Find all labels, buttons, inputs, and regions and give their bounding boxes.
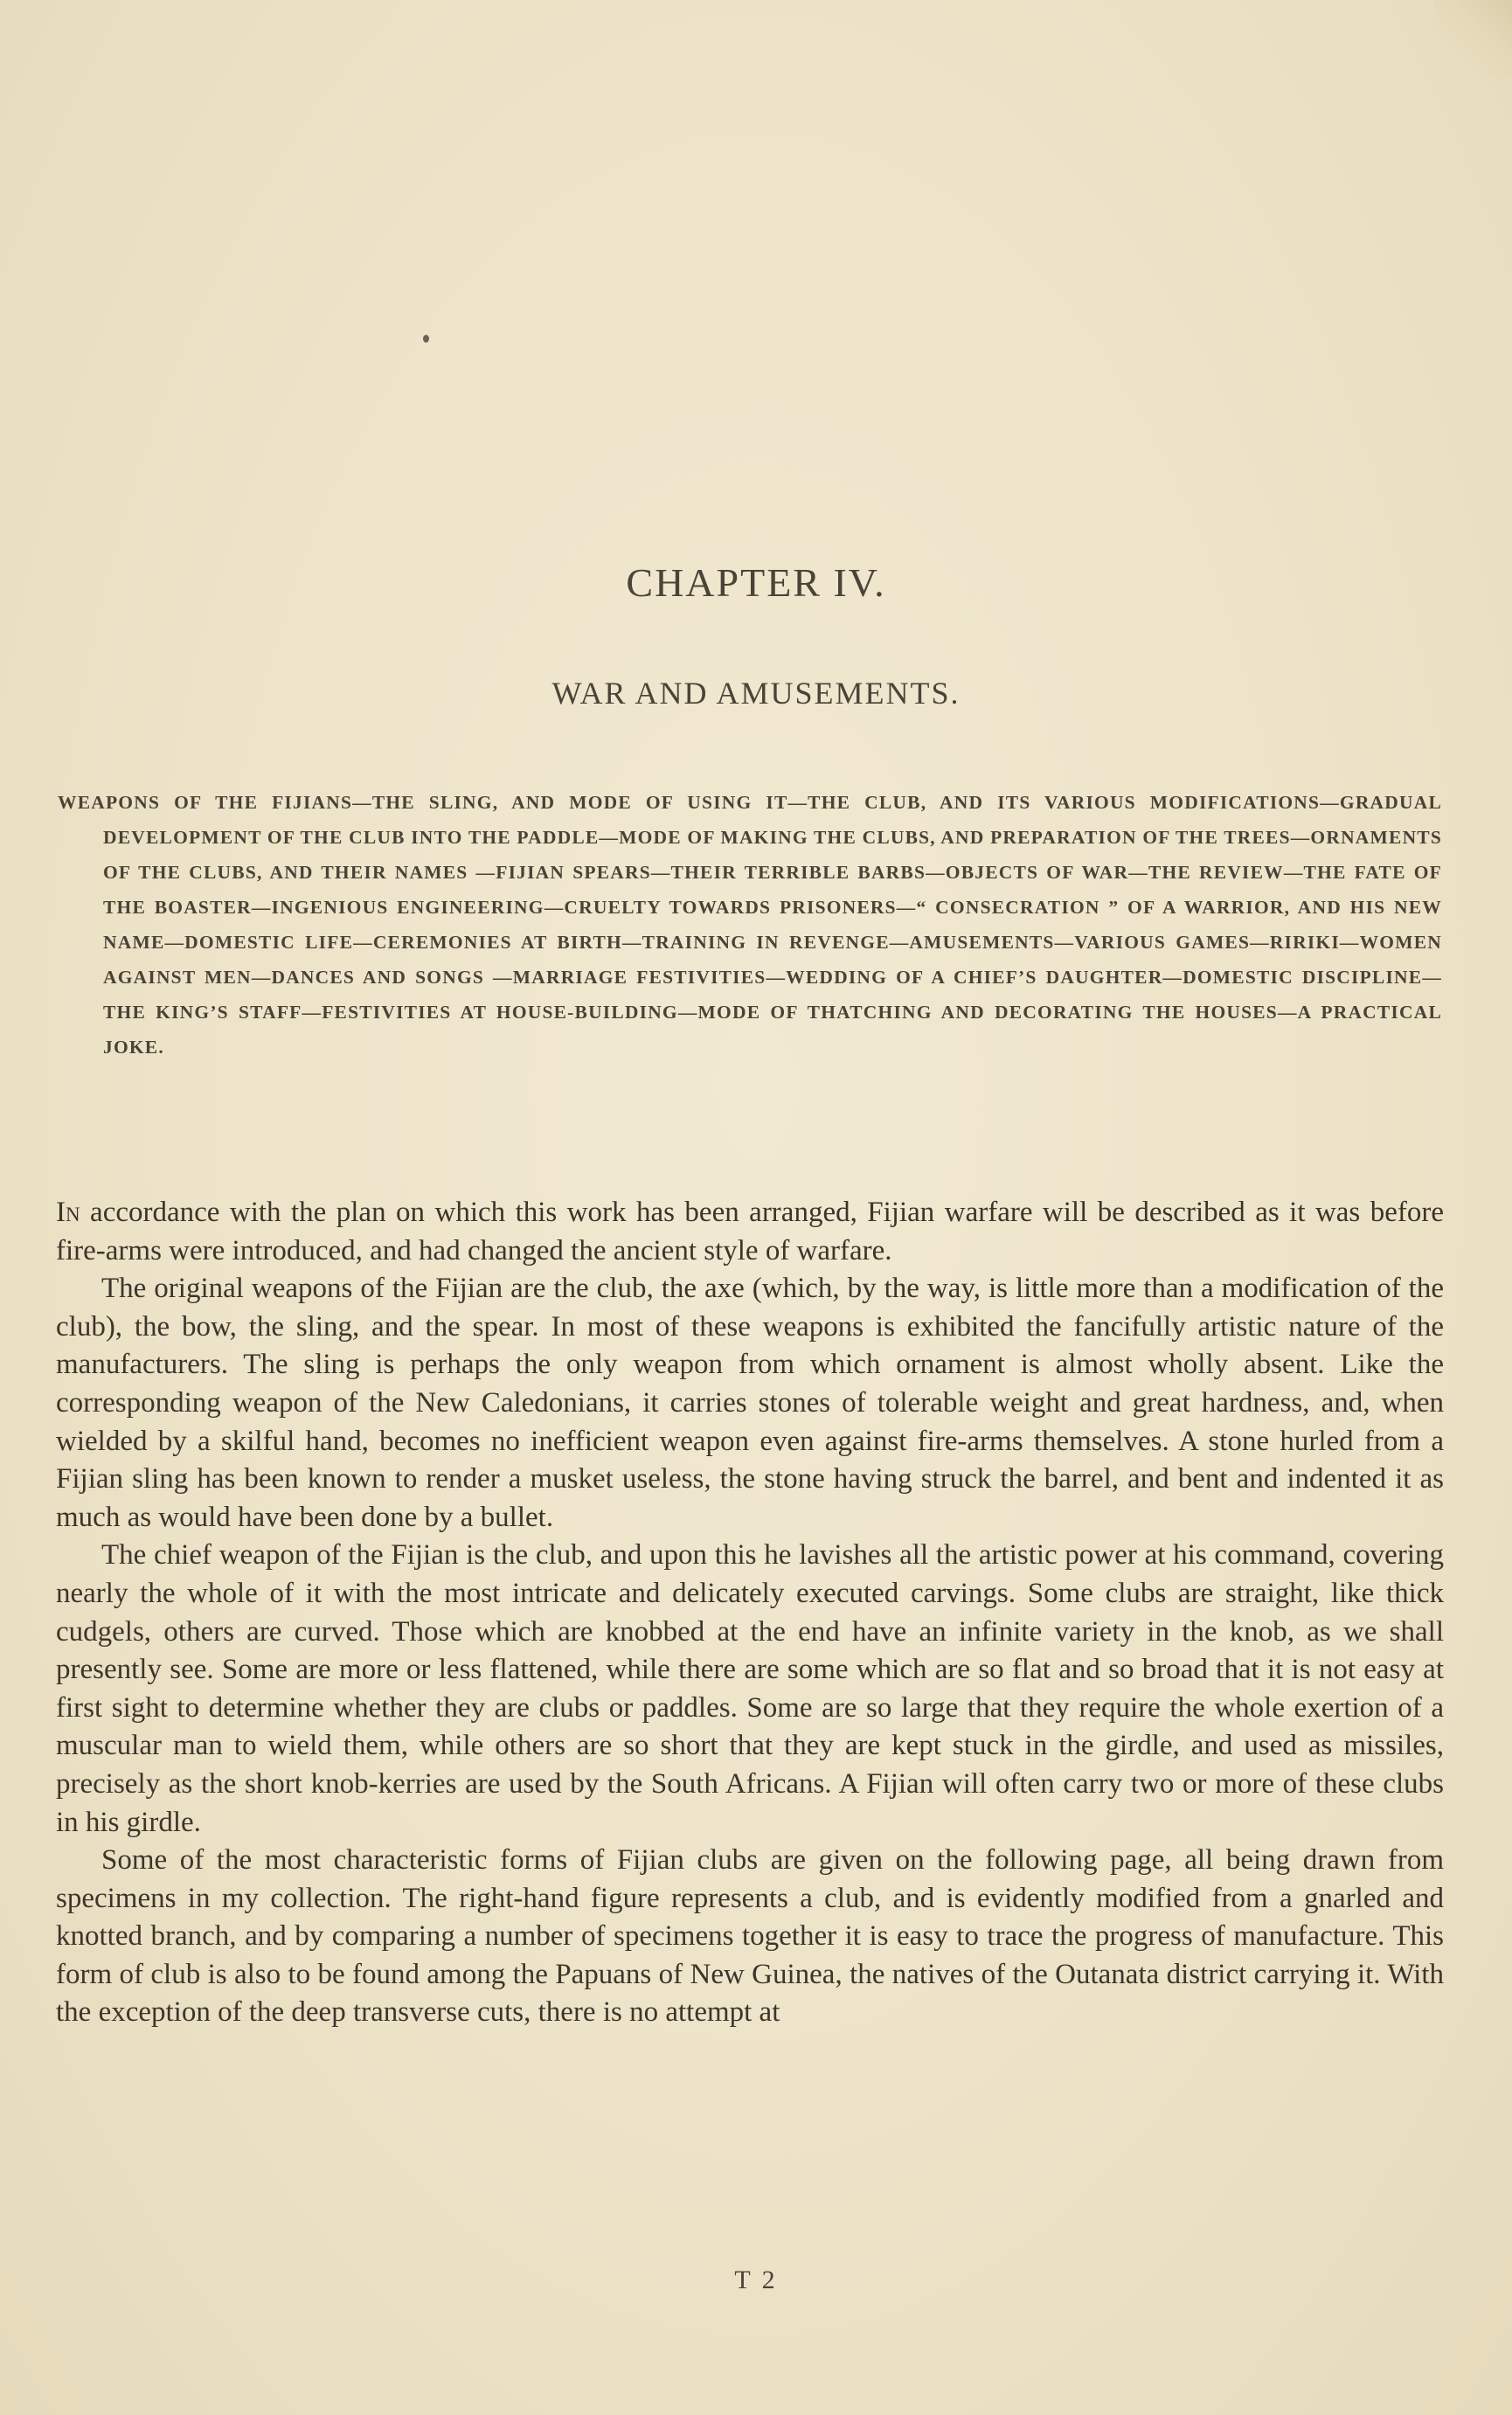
page-corner-fold bbox=[1433, 0, 1512, 79]
paragraph-3: The chief weapon of the Fijian is the club, and upon this he lavishes all the artistic power at his command, covering nearly the whole of it with the most intricate and delicately executed carvings. Some clubs are straight, like thick cudgels, others are curved. Those which are knobbed at the end have an infinite variety in the knob, as we shall presently see. Some are more or less flattened, while there are some which are so flat and so broad that it is not easy at first sight to determine whether they are clubs or paddles. Some are so large that they require the whole exertion of a muscular man to wield them, while others are so short that they are kept stuck in the girdle, and used as missiles, precisely as the short knob-kerries are used by the South Africans. A Fijian will often carry two or more of these clubs in his girdle. bbox=[56, 1539, 1444, 1838]
paragraph-4: Some of the most characteristic forms of Fijian clubs are given on the following page, all being drawn from specimens in my collection. The right-hand figure represents a club, and is evidently modified from a gnarled and knotted branch, and by comparing a number of specimens together it is easy to trace the progress of manufacture. This form of club is also to be found among the Papuans of New Guinea, the natives of the Outanata district carrying it. With the exception of the deep transverse cuts, there is no attempt at bbox=[56, 1844, 1444, 2029]
chapter-synopsis-text: WEAPONS OF THE FIJIANS—THE SLING, AND MODE OF USING IT—THE CLUB, AND ITS VARIOUS MODIFICATIONS—GRADUAL DEVELOPMENT OF THE CLUB INTO THE PADDLE—MODE OF MAKING THE CLUBS, AND PREPARATION OF THE TREES—ORNAMENTS OF THE CLUBS, AND THEIR NAMES —FIJIAN SPEARS—THEIR TERRIBLE BARBS—OBJECTS OF WAR—THE REVIEW—THE FATE OF THE BOASTER—INGENIOUS ENGINEERING—CRUELTY TOWARDS PRISONERS—“ CONSECRATION ” OF A WARRIOR, AND HIS NEW NAME—DOMESTIC LIFE—CEREMONIES AT BIRTH—TRAINING IN REVENGE—AMUSEMENTS—VARIOUS GAMES—RIRIKI—WOMEN AGAINST MEN—DANCES AND SONGS —MARRIAGE FESTIVITIES—WEDDING OF A CHIEF’S DAUGHTER—DOMESTIC DISCIPLINE—THE KING’S STAFF—FESTIVITIES AT HOUSE-BUILDING—MODE OF THATCHING AND DECORATING THE HOUSES—A PRACTICAL JOKE. bbox=[58, 792, 1442, 1058]
ink-speck bbox=[423, 335, 429, 343]
body-text bbox=[56, 1194, 1444, 2032]
chapter-synopsis bbox=[58, 785, 1442, 1065]
paragraph-1-text: accordance with the plan on which this work has been arranged, Fijian warfare will be described as it was before fire-arms were introduced, and had changed the ancient style of warfare. bbox=[56, 1197, 1444, 1266]
chapter-title: CHAPTER IV. bbox=[626, 560, 886, 605]
paragraph-1-lead: In bbox=[56, 1197, 80, 1228]
chapter-subtitle: WAR AND AMUSEMENTS. bbox=[551, 676, 961, 711]
paragraph-2: The original weapons of the Fijian are the club, the axe (which, by the way, is little more than a modification of the club), the bow, the sling, and the spear. In most of these weapons is exhibited the fancifully artistic nature of the manufacturers. The sling is perhaps the only weapon from which ornament is almost wholly absent. Like the corresponding weapon of the New Caledonians, it carries stones of tolerable weight and great hardness, and, when wielded by a skilful hand, becomes no inefficient weapon even against fire-arms themselves. A stone hurled from a Fijian sling has been known to render a musket useless, the stone having struck the barrel, and bent and indented it as much as would have been done by a bullet. bbox=[56, 1273, 1444, 1533]
signature-mark: T 2 bbox=[734, 2266, 778, 2294]
paragraph-1 bbox=[56, 1194, 1444, 1270]
